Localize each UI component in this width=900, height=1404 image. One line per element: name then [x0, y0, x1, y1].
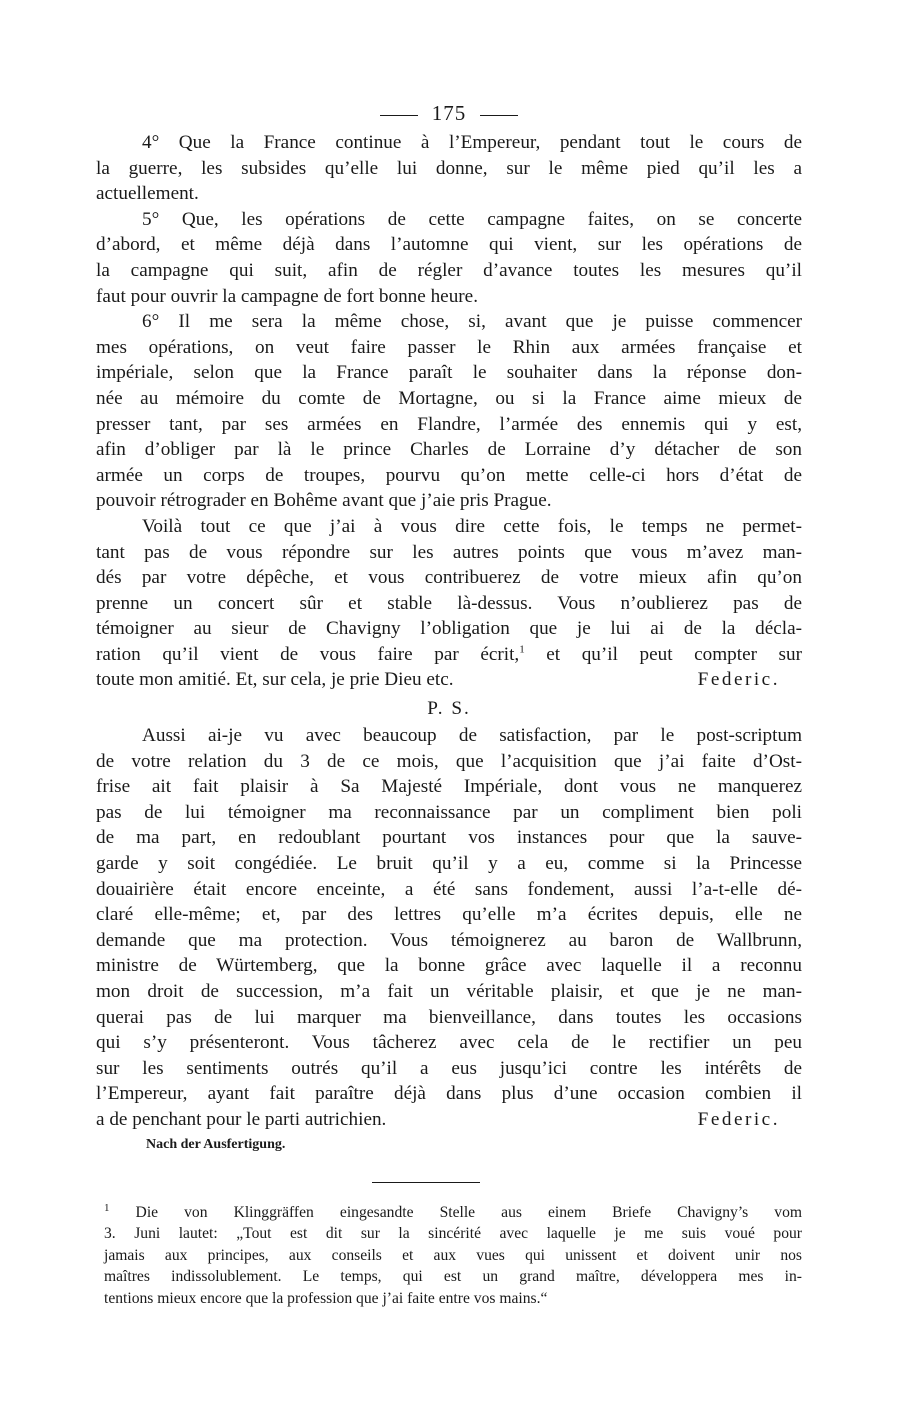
postscript-signature-line: [96, 1107, 802, 1133]
text-line: frise ait fait plaisir à Sa Majesté Impériale, dont vous ne manquerez: [96, 776, 802, 798]
text-line: prenne un concert sûr et stable là-dessus. Vous n’oublierez pas de: [96, 592, 802, 614]
text-line: d’abord, et même déjà dans l’automne qui vient, sur les opérations de: [96, 234, 802, 256]
paragraph-point-6: [96, 309, 802, 514]
text-line: claré elle-même; et, par des lettres qu’elle m’a écrites depuis, elle ne: [96, 904, 802, 926]
text-line: demande que ma protection. Vous témoignerez au baron de Wallbrunn,: [96, 929, 802, 951]
text-line: de ma part, en redoublant pourtant vos instances pour que la sauve-: [96, 827, 802, 849]
source-note: Nach der Ausfertigung.: [146, 1136, 286, 1152]
footnote-line: [104, 1202, 802, 1223]
footnote-line: tentions mieux encore que la profession que j’ai faite entre vos mains.“: [104, 1289, 548, 1307]
footnote-reference: 1: [519, 643, 525, 656]
text-line: née au mémoire du comte de Mortagne, ou si la France aime mieux de: [96, 387, 802, 409]
footnote: [104, 1202, 802, 1309]
postscript-heading: P. S.: [427, 698, 471, 720]
footnote-mark: 1: [104, 1201, 110, 1214]
text-segment: Die von Klinggräffen eingesandte Stelle aus einem Briefe Chavigny’s vom: [109, 1204, 802, 1221]
footnote-line: 3. Juni lautet: „Tout est dit sur la sincérité avec laquelle je me suis voué pour: [104, 1225, 802, 1243]
text-line: tant pas de vous répondre sur les autres points que vous m’avez man-: [96, 541, 802, 563]
header-dash-left: [380, 115, 418, 116]
footnote-line: maîtres indissolublement. Le temps, qui est un grand maître, développera mes in-: [104, 1268, 802, 1286]
text-line: la campagne qui suit, afin de régler d’avance toutes les mesures qu’il: [96, 259, 802, 281]
closing-line: toute mon amitié. Et, sur cela, je prie Dieu etc.: [96, 669, 454, 691]
main-text: [96, 130, 802, 1157]
text-line: pas de lui témoigner ma reconnaissance par un compliment bien poli: [96, 801, 802, 823]
paragraph-point-5: [96, 207, 802, 309]
text-line-with-footnote-ref: [96, 642, 802, 668]
text-line: 6° Il me sera la même chose, si, avant que je puisse commencer: [142, 311, 802, 333]
paragraph-point-4: [96, 130, 802, 207]
closing-signature-line: [96, 667, 802, 693]
text-segment: ration qu’il vient de vous faire par écrit,: [96, 643, 520, 665]
text-line: de votre relation du 3 de ce mois, que l’acquisition que j’ai faite d’Ost-: [96, 750, 802, 772]
footnote-line: jamais aux principes, aux conseils et aux vues qui unissent et doivent unir nos: [104, 1246, 802, 1264]
postscript-paragraph: [96, 723, 802, 1133]
text-line: mon droit de succession, m’a fait un véritable plaisir, et que je ne man-: [96, 981, 802, 1002]
text-line: douairière était encore enceinte, a été sans fondement, aussi l’a-t-elle dé-: [96, 878, 802, 900]
footnote-divider: [372, 1182, 480, 1183]
closing-line: a de penchant pour le parti autrichien.: [96, 1108, 387, 1130]
text-line: Aussi ai-je vu avec beaucoup de satisfaction, par le post-scriptum: [142, 725, 802, 747]
text-line: impériale, selon que la France paraît le souhaiter dans la réponse don-: [96, 362, 802, 384]
text-line: querai pas de lui marquer ma bienveillance, dans toutes les occasions: [96, 1006, 802, 1028]
text-line: actuellement.: [96, 183, 199, 205]
text-line: témoigner au sieur de Chavigny l’obligation que je lui ai de la décla-: [96, 618, 802, 640]
text-line: dés par votre dépêche, et vous contribuerez de votre mieux afin qu’on: [96, 567, 802, 589]
text-segment: et qu’il peut compter sur: [524, 643, 802, 665]
text-line: garde y soit congédiée. Le bruit qu’il y a eu, comme si la Princesse: [96, 853, 802, 875]
text-line: qui s’y présenteront. Vous tâcherez avec cela de le rectifier un peu: [96, 1032, 802, 1054]
paragraph-closing-letter: [96, 514, 802, 693]
text-line: pouvoir rétrograder en Bohême avant que j’aie pris Prague.: [96, 490, 552, 512]
header-dash-right: [480, 115, 518, 116]
page-number: 175: [431, 101, 467, 125]
text-line: presser tant, par ses armées en Flandre, l’armée des ennemis qui y est,: [96, 413, 802, 435]
text-line: ministre de Würtemberg, que la bonne grâce avec laquelle il a reconnu: [96, 955, 802, 977]
text-line: faut pour ouvrir la campagne de fort bonne heure.: [96, 285, 478, 307]
signature: Federic.: [697, 1108, 780, 1130]
page-body: [96, 96, 802, 1157]
text-line: afin d’obliger par là le prince Charles de Lorraine d’y détacher de son: [96, 439, 802, 461]
text-line: Voilà tout ce que j’ai à vous dire cette fois, le temps ne permet-: [142, 515, 802, 537]
signature: Federic.: [697, 669, 780, 691]
text-line: l’Empereur, ayant fait paraître déjà dans plus d’une occasion combien il: [96, 1083, 802, 1105]
page-header: [96, 96, 802, 130]
text-line: 4° Que la France continue à l’Empereur, pendant tout le cours de: [142, 132, 802, 153]
text-line: la guerre, les subsides qu’elle lui donne, sur le même pied qu’il les a: [96, 157, 802, 179]
text-line: mes opérations, on veut faire passer le Rhin aux armées française et: [96, 336, 802, 358]
text-line: sur les sentiments outrés qu’il a eus jusqu’ici contre les intérêts de: [96, 1057, 802, 1079]
text-line: 5° Que, les opérations de cette campagne faites, on se concerte: [142, 208, 802, 230]
text-line: armée un corps de troupes, pourvu qu’on mette celle-ci hors d’état de: [96, 464, 802, 486]
